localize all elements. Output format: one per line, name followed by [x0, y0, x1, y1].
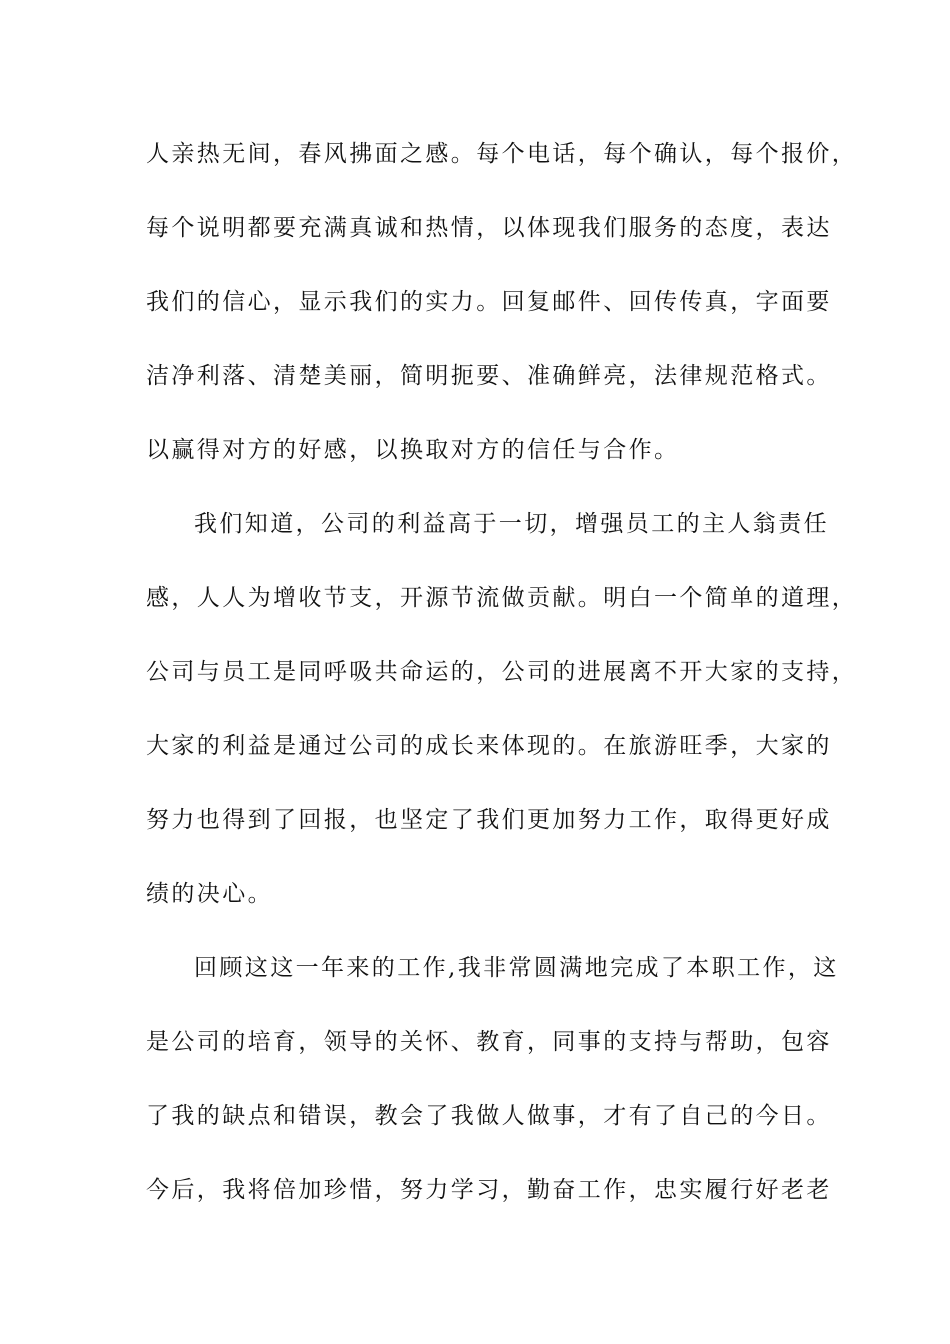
text-line: 人亲热无间，春风拂面之感。每个电话，每个确认，每个报价，	[146, 141, 858, 167]
text-line: 以赢得对方的好感，以换取对方的信任与合作。	[146, 437, 680, 463]
text-line: 每个说明都要充满真诚和热情，以体现我们服务的态度，表达	[146, 215, 832, 241]
text-line: 洁净利落、清楚美丽，简明扼要、准确鲜亮，法律规范格式。	[146, 363, 832, 389]
text-line: 绩的决心。	[146, 881, 273, 907]
text-line: 努力也得到了回报，也坚定了我们更加努力工作，取得更好成	[146, 807, 832, 833]
text-line: 大家的利益是通过公司的成长来体现的。在旅游旺季，大家的	[146, 733, 832, 759]
paragraph-first-line: 回顾这这一年来的工作,我非常圆满地完成了本职工作，这	[194, 955, 839, 981]
text-line: 我们的信心，显示我们的实力。回复邮件、回传传真，字面要	[146, 289, 832, 315]
paragraph-first-line: 我们知道，公司的利益高于一切，增强员工的主人翁责任	[194, 511, 829, 537]
document-body	[146, 128, 858, 1238]
text-line: 公司与员工是同呼吸共命运的，公司的进展离不开大家的支持，	[146, 659, 858, 685]
text-line: 今后，我将倍加珍惜，努力学习，勤奋工作，忠实履行好老老	[146, 1177, 832, 1203]
text-line: 了我的缺点和错误，教会了我做人做事，才有了自己的今日。	[146, 1103, 832, 1129]
text-line: 是公司的培育，领导的关怀、教育，同事的支持与帮助，包容	[146, 1029, 832, 1055]
text-line: 感，人人为增收节支，开源节流做贡献。明白一个简单的道理，	[146, 585, 858, 611]
